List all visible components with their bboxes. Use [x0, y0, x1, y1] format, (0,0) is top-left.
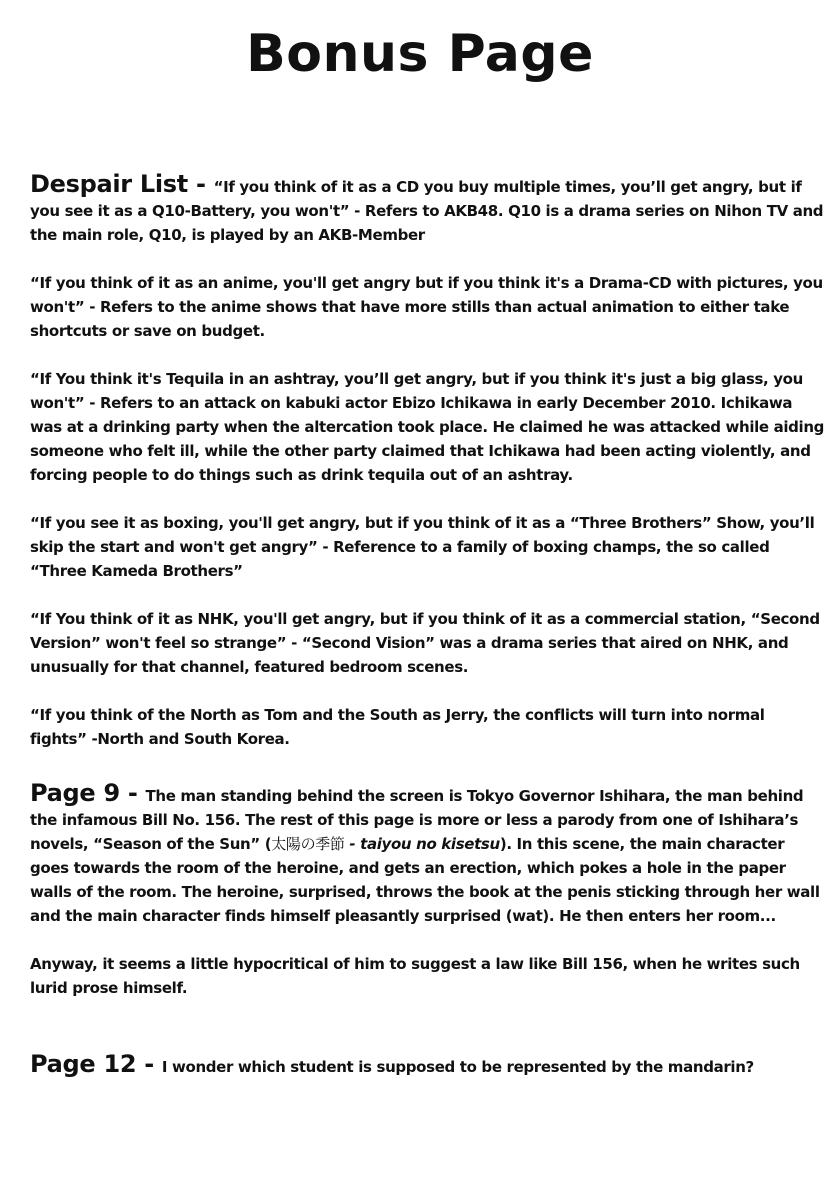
page-content — [30, 172, 825, 1079]
page12-paragraph — [30, 1052, 825, 1079]
heading-separator: - — [119, 779, 146, 807]
page12-heading: Page 12 — [30, 1050, 137, 1078]
despair-tequila-paragraph: “If You think it's Tequila in an ashtray, you’ll get angry, but if you think it's just a big glass, you won't” - Refers to an attack on kabuki actor Ebizo Ichikawa in early December 2010. Ichikawa was at a drinking party when the altercation took place. He claimed he was attacked while aiding someone who felt ill, while the other party claimed that Ichikawa had been acting violently, and forcing people to do things such as drink tequila out of an ashtray. — [30, 370, 825, 484]
page9-paragraph — [30, 781, 825, 928]
page-title: Bonus Page — [246, 24, 594, 84]
page9-text-end: ). In this scene, the main character goes towards the room of the heroine, and gets an erection, which pokes a hole in the paper walls of the room. The heroine, surprised, throws the book at the penis sticking through her wall and the main character finds himself pleasantly surprised (wat). He then enters her room... — [30, 835, 820, 925]
page9-text-start: The man standing behind the screen is Tokyo Governor Ishihara, the man behind the infamous Bill No. 156. The rest of this page is more or less a parody from one of Ishihara’s novels, “Season of the Sun” ( — [30, 787, 804, 853]
page9-dash: - — [344, 835, 361, 853]
despair-list-intro — [30, 172, 825, 247]
heading-separator: - — [187, 170, 214, 198]
page9-second-paragraph: Anyway, it seems a little hypocritical of him to suggest a law like Bill 156, when he writes such lurid prose himself. — [30, 955, 800, 997]
heading-separator: - — [136, 1050, 162, 1078]
page9-kanji: 太陽の季節 — [271, 835, 345, 853]
page9-romaji: taiyou no kisetsu — [360, 835, 500, 853]
despair-anime-paragraph: “If you think of it as an anime, you'll get angry but if you think it's a Drama-CD with pictures, you won't” - Refers to the anime shows that have more stills than actual animation to either take shortcuts or save on budget. — [30, 274, 823, 340]
despair-list-text: “If you think of it as a CD you buy multiple times, you’ll get angry, but if you see it as a Q10-Battery, you won't” - Refers to AKB48. Q10 is a drama series on Nihon TV and the main role, Q10, is played by an AKB-Member — [30, 178, 824, 244]
despair-korea-paragraph: “If you think of the North as Tom and the South as Jerry, the conflicts will turn into normal fights” -North and South Korea. — [30, 706, 765, 748]
despair-boxing-paragraph: “If you see it as boxing, you'll get angry, but if you think of it as a “Three Brothers” Show, you’ll skip the start and won't get angry” - Reference to a family of boxing champs, the so called “Three Kameda Brothers” — [30, 514, 815, 580]
despair-nhk-paragraph: “If You think of it as NHK, you'll get angry, but if you think of it as a commercial station, “Second Version” won't feel so strange” - “Second Vision” was a drama series that aired on NHK, and unusually for that channel, featured bedroom scenes. — [30, 610, 820, 676]
page12-text: I wonder which student is supposed to be represented by the mandarin? — [161, 1058, 754, 1076]
page9-heading: Page 9 — [30, 779, 120, 807]
despair-list-heading: Despair List — [30, 170, 188, 198]
